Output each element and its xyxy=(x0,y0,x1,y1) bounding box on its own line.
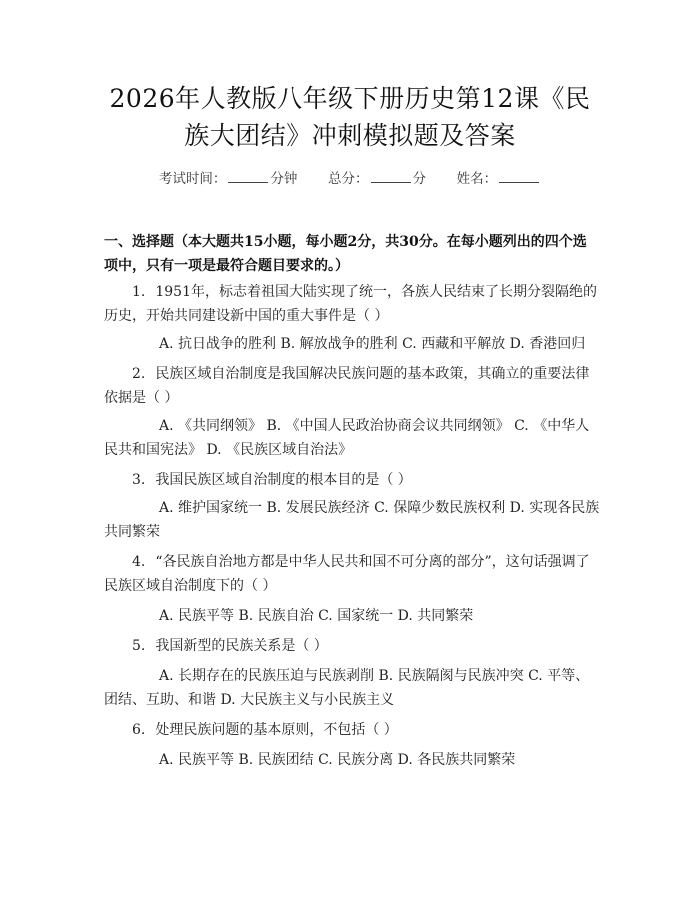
question-text: “各民族自治地方都是中华人民共和国不可分离的部分”，这句话强调了民族区域自治制度下的（ ） xyxy=(104,554,590,594)
question-number: 2. xyxy=(132,366,146,382)
question-3-options: A. 维护国家统一 B. 发展民族经济 C. 保障少数民族权利 D. 实现各民族共同繁荣 xyxy=(104,500,600,540)
time-blank xyxy=(228,170,268,183)
score-label: 总分： xyxy=(328,171,369,187)
exam-info xyxy=(0,167,700,187)
question-5-options: A. 长期存在的民族压迫与民族剥削 B. 民族隔阂与民族冲突 C. 平等、团结、互助、和谐 D. 大民族主义与小民族主义 xyxy=(104,668,590,708)
question-4 xyxy=(104,550,600,598)
question-number: 3. xyxy=(132,472,146,488)
time-unit: 分钟 xyxy=(270,171,298,187)
question-2 xyxy=(104,362,600,410)
question-2-options: A. 《共同纲领》 B. 《中国人民政治协商会议共同纲领》 C. 《中华人民共和国宪法》 D. 《民族区域自治法》 xyxy=(104,418,590,458)
question-number: 5. xyxy=(132,638,146,654)
question-text: 1951年，标志着祖国大陆实现了统一，各族人民结束了长期分裂隔绝的历史，开始共同建设新中国的重大事件是（ ） xyxy=(104,284,597,324)
title-line-2: 族大团结》冲刺模拟题及答案 xyxy=(184,121,516,150)
name-label: 姓名： xyxy=(456,171,498,187)
title-line-1: 2026年人教版八年级下册历史第12课《民 xyxy=(109,84,591,113)
score-unit: 分 xyxy=(412,171,426,187)
time-label: 考试时间： xyxy=(158,171,227,187)
question-5 xyxy=(104,634,600,658)
question-4-options: A. 民族平等 B. 民族自治 C. 国家统一 D. 共同繁荣 xyxy=(159,608,474,624)
question-text: 我国民族区域自治制度的根本目的是（ ） xyxy=(155,472,412,488)
question-1-options: A. 抗日战争的胜利 B. 解放战争的胜利 C. 西藏和平解放 D. 香港回归 xyxy=(159,336,586,352)
document-title xyxy=(80,80,620,154)
name-blank xyxy=(499,170,539,183)
question-text: 民族区域自治制度是我国解决民族问题的基本政策，其确立的重要法律依据是（ ） xyxy=(104,366,590,406)
question-number: 6. xyxy=(132,722,146,738)
question-1 xyxy=(104,280,600,328)
question-6-options: A. 民族平等 B. 民族团结 C. 民族分离 D. 各民族共同繁荣 xyxy=(159,752,516,768)
section-header: 一、选择题（本大题共15小题，每小题2分，共30分。在每小题列出的四个选项中，只有一项是最符合题目要求的。） xyxy=(104,234,587,274)
question-text: 处理民族问题的基本原则，不包括（ ） xyxy=(155,722,398,738)
question-3 xyxy=(104,468,600,492)
question-number: 1. xyxy=(132,284,146,300)
question-6 xyxy=(104,718,600,742)
question-text: 我国新型的民族关系是（ ） xyxy=(155,638,328,654)
question-number: 4. xyxy=(132,554,146,570)
score-blank xyxy=(371,170,411,183)
